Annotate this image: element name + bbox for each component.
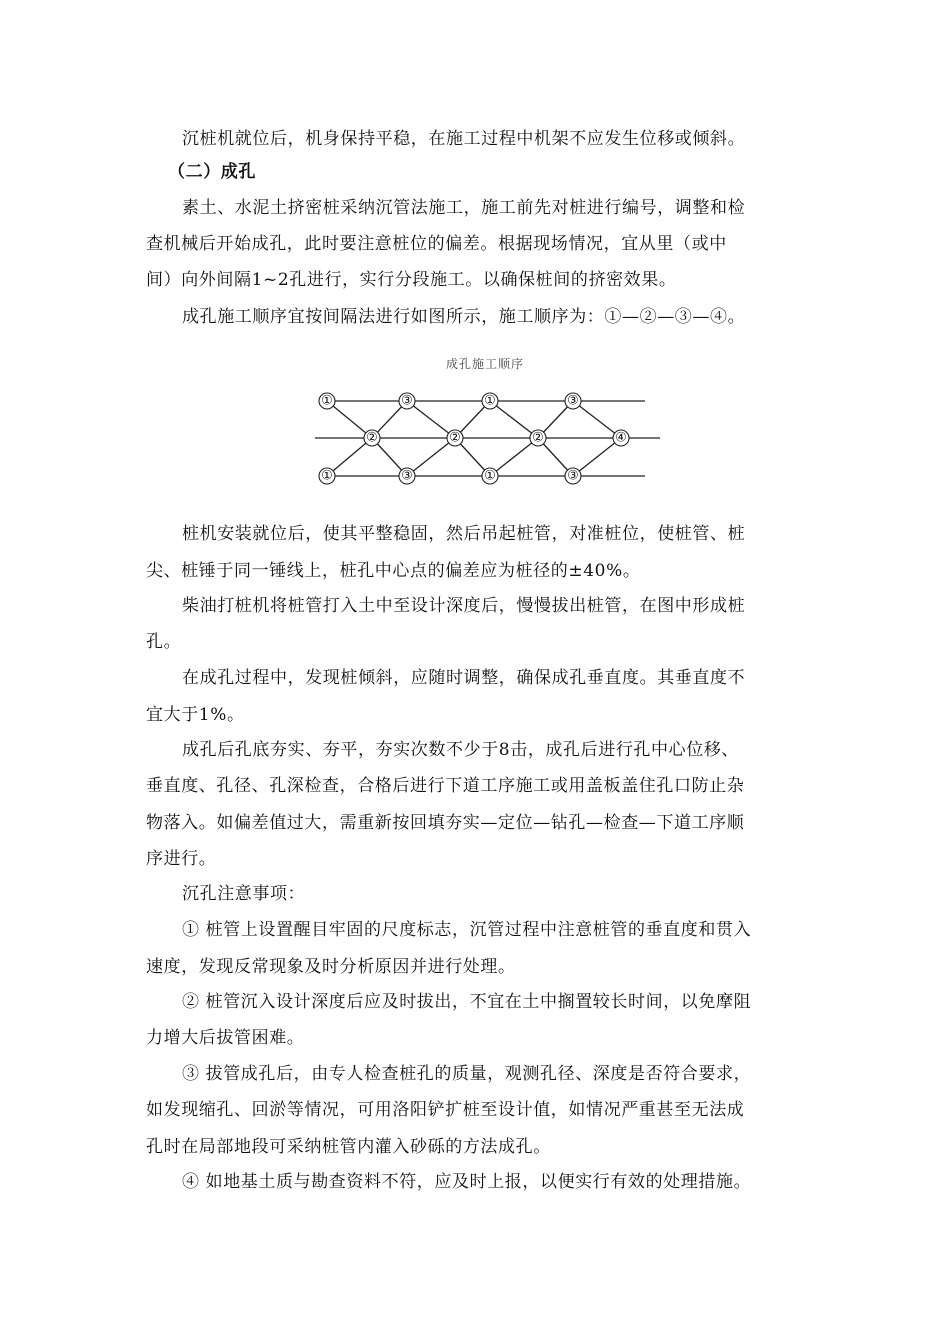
construction-sequence-figure (305, 355, 665, 495)
node-label: ③ (401, 393, 413, 409)
paragraph-line: 桩机安装就位后，使其平整稳固，然后吊起桩管，对准桩位，使桩管、桩 (182, 524, 746, 544)
paragraph-line: ③ 拔管成孔后，由专人检查桩孔的质量，观测孔径、深度是否符合要求， (182, 1064, 752, 1084)
node-label: ② (532, 430, 544, 446)
paragraph-line: ④ 如地基土质与勘查资料不符，应及时上报，以便实行有效的处理措施。 (182, 1172, 752, 1192)
figure-title: 成孔施工顺序 (445, 357, 524, 371)
paragraph-line: 在成孔过程中，发现桩倾斜，应随时调整，确保成孔垂直度。其垂直度不 (182, 668, 746, 688)
paragraph-line: 物落入。如偏差值过大，需重新按回填夯实—定位—钻孔—检查—下道工序顺 (146, 813, 745, 833)
paragraph-line: 沉桩机就位后，机身保持平稳，在施工过程中机架不应发生位移或倾斜。 (182, 129, 746, 149)
paragraph-line: 柴油打桩机将桩管打入土中至设计深度后，慢慢拔出桩管，在图中形成桩 (182, 596, 746, 616)
paragraph-line: 序进行。 (146, 849, 217, 869)
paragraph-line: 孔时在局部地段可采纳桩管内灌入砂砾的方法成孔。 (146, 1137, 551, 1157)
paragraph-line: 如发现缩孔、回淤等情况，可用洛阳铲扩桩至设计值，如情况严重甚至无法成 (146, 1100, 745, 1120)
paragraph-line: 宜大于1%。 (146, 705, 245, 725)
paragraph-line: 孔。 (146, 632, 182, 652)
node-label: ③ (401, 468, 413, 484)
paragraph-line: 查机械后开始成孔，此时要注意桩位的偏差。根据现场情况，宜从里（或中 (146, 234, 727, 254)
paragraph-line: 间）向外间隔1~2孔进行，实行分段施工。以确保桩间的挤密效果。 (146, 270, 677, 290)
sequence-diagram (305, 355, 665, 495)
node-label: ② (449, 430, 461, 446)
node-label: ① (484, 468, 496, 484)
node-label: ② (366, 430, 378, 446)
paragraph-line: 垂直度、孔径、孔深检查，合格后进行下道工序施工或用盖板盖住孔口防止杂 (146, 776, 745, 796)
node-label: ① (321, 468, 333, 484)
paragraph-line: ① 桩管上设置醒目牢固的尺度标志，沉管过程中注意桩管的垂直度和贯入 (182, 920, 752, 940)
node-label: ④ (615, 430, 627, 446)
paragraph-line: 沉孔注意事项： (182, 884, 306, 904)
section-heading: （二）成孔 (168, 162, 256, 182)
node-label: ③ (567, 393, 579, 409)
paragraph-line: 成孔后孔底夯实、夯平，夯实次数不少于8击，成孔后进行孔中心位移、 (182, 740, 740, 760)
paragraph-line: 力增大后拔管困难。 (146, 1028, 305, 1048)
paragraph-line: ② 桩管沉入设计深度后应及时拔出，不宜在土中搁置较长时间，以免摩阻 (182, 992, 752, 1012)
paragraph-line: 素土、水泥土挤密桩采纳沉管法施工，施工前先对桩进行编号，调整和检 (182, 198, 746, 218)
paragraph-line: 成孔施工顺序宜按间隔法进行如图所示，施工顺序为：①—②—③—④。 (182, 307, 746, 327)
paragraph-line: 速度，发现反常现象及时分析原因并进行处理。 (146, 957, 516, 977)
node-label: ③ (567, 468, 579, 484)
paragraph-line: 尖、桩锤于同一锤线上，桩孔中心点的偏差应为桩径的±40%。 (146, 561, 641, 581)
node-label: ① (321, 393, 333, 409)
node-label: ① (484, 393, 496, 409)
